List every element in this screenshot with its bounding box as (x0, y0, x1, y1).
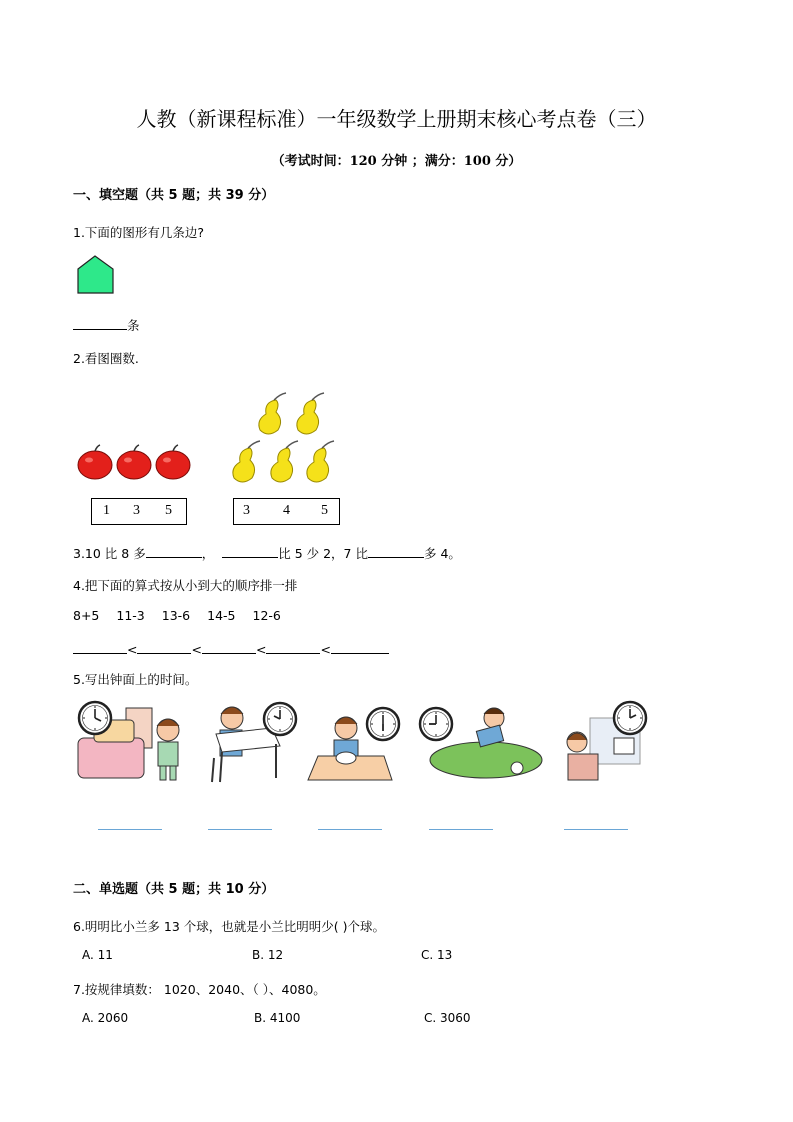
answer-blank[interactable] (146, 544, 202, 558)
answer-blank[interactable] (222, 544, 278, 558)
option-a[interactable]: A. 2060 (82, 1011, 129, 1025)
eating-scene (308, 708, 399, 780)
expression: 12-6 (252, 608, 281, 623)
option-b[interactable]: B. 4100 (254, 1011, 301, 1025)
pear-icon (233, 441, 260, 482)
question-3-text-a: 3.10 比 8 多 (73, 546, 146, 561)
apple-icon (156, 445, 190, 479)
clock-scenes-illustration (76, 698, 656, 794)
clock-icon (367, 708, 399, 740)
answer-blank[interactable] (331, 640, 389, 654)
answer-blank[interactable] (137, 640, 191, 654)
question-3-text-c: 多 4。 (424, 546, 461, 561)
expression: 14-5 (207, 608, 236, 623)
exam-subtitle: （考试时间：120 分钟 ；满分：100 分） (271, 154, 522, 169)
expression: 13-6 (161, 608, 191, 623)
ordering-blanks (73, 640, 389, 657)
expression: 8+5 (73, 608, 100, 623)
time-answer-line[interactable] (429, 829, 493, 830)
pear-icon (271, 441, 298, 482)
less-than-sign: < (255, 642, 267, 657)
option-b[interactable]: B. 12 (252, 948, 284, 962)
clock-icon (614, 702, 646, 734)
less-than-sign: < (191, 642, 202, 657)
answer-blank[interactable] (202, 640, 256, 654)
answer-blank[interactable] (73, 640, 127, 654)
bedroom-scene (78, 702, 179, 780)
clock-icon (264, 703, 296, 735)
number-option[interactable]: 5 (165, 503, 172, 518)
pear-icon (259, 393, 286, 434)
question-3-text-b: 比 5 少 2，7 比 (278, 546, 368, 561)
less-than-sign: < (127, 642, 138, 657)
number-option[interactable]: 5 (321, 503, 328, 518)
expression: 11-3 (116, 608, 145, 623)
option-c[interactable]: C. 13 (421, 948, 453, 962)
unit-label: 条 (127, 318, 140, 333)
number-option[interactable]: 3 (133, 503, 140, 518)
less-than-sign: < (320, 642, 331, 657)
question-1-answer (73, 316, 140, 334)
expressions-list (73, 608, 281, 623)
question-7-text: 7.按规律填数： 1020、2040、（ ）、4080。 (73, 982, 326, 997)
apple-number-box (91, 498, 187, 525)
clock-icon (420, 708, 452, 740)
time-answer-line[interactable] (318, 829, 382, 830)
homework-scene (212, 703, 296, 782)
section-heading-single-choice: 二、单选题（共 5 题；共 10 分） (73, 882, 275, 897)
pear-icon (297, 393, 324, 434)
window-scene (567, 702, 646, 780)
answer-blank[interactable] (368, 544, 424, 558)
clock-icon (79, 702, 111, 734)
number-option[interactable]: 3 (243, 503, 250, 518)
pear-number-box (233, 498, 340, 525)
question-3-comma: ， (201, 546, 215, 561)
apple-icon (78, 445, 112, 479)
question-3 (73, 544, 461, 562)
question-2-text: 2.看图圈数. (73, 351, 139, 366)
apple-icon (117, 445, 151, 479)
answer-blank[interactable] (266, 640, 320, 654)
option-c[interactable]: C. 3060 (424, 1011, 471, 1025)
number-option[interactable]: 1 (103, 503, 110, 518)
football-scene (420, 708, 542, 778)
number-option[interactable]: 4 (283, 503, 290, 518)
time-answer-line[interactable] (98, 829, 162, 830)
option-a[interactable]: A. 11 (82, 948, 113, 962)
section-heading-fill-in: 一、填空题（共 5 题；共 39 分） (73, 188, 275, 203)
pears-illustration (228, 392, 348, 487)
question-5-text: 5.写出钟面上的时间。 (73, 672, 198, 687)
pear-icon (307, 441, 334, 482)
time-answer-line[interactable] (564, 829, 628, 830)
page-title: 人教（新课程标准）一年级数学上册期末核心考点卷（三） (136, 107, 657, 131)
question-4-text: 4.把下面的算式按从小到大的顺序排一排 (73, 578, 298, 593)
apples-illustration (76, 442, 196, 482)
time-answer-line[interactable] (208, 829, 272, 830)
question-6-text: 6.明明比小兰多 13 个球，也就是小兰比明明少( )个球。 (73, 919, 386, 934)
answer-blank[interactable] (73, 316, 127, 330)
pentagon-house-shape (76, 255, 116, 295)
question-1-text: 1.下面的图形有几条边? (73, 225, 205, 240)
